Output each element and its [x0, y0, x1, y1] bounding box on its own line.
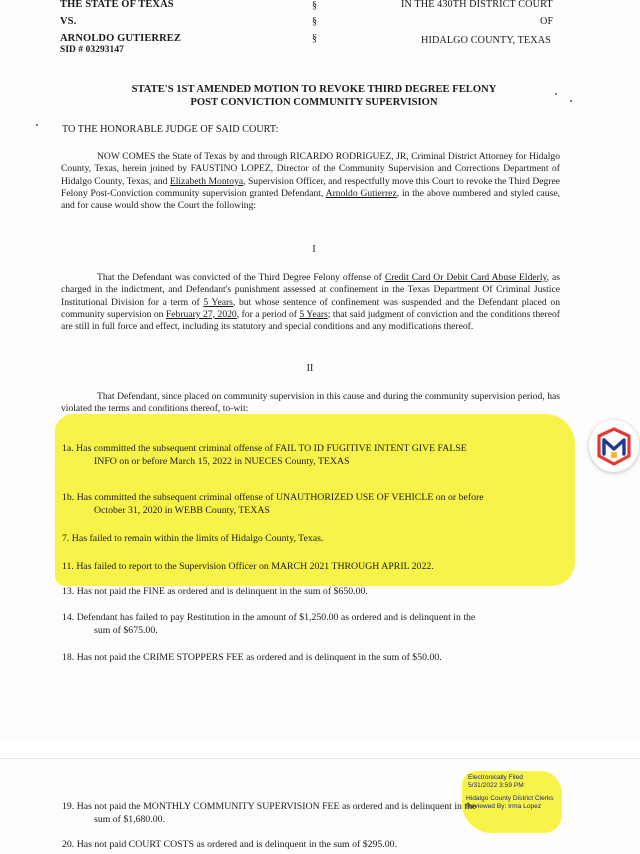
motion-title-line2: POST CONVICTION COMMUNITY SUPERVISION [190, 97, 438, 108]
page-gap [0, 740, 640, 758]
violation-7: 7. Has failed to remain within the limits of Hidalgo County, Texas. [62, 533, 324, 544]
section-symbol: § [312, 0, 317, 11]
violation-14: 14. Defendant has failed to pay Restitution in the amount of $1,250.00 as ordered and is delinquent in the sum of $675.00. [62, 612, 476, 636]
violation-1a: 1a. Has committed the subsequent criminal offense of FAIL TO ID FUGITIVE INTENT GIVE FALSE INFO on or before March 15, 2022 in NUECES County, TEXAS [62, 443, 467, 467]
motion-title-line1: STATE'S 1ST AMENDED MOTION TO REVOKE THIRD DEGREE FELONY [131, 84, 497, 95]
logo-badge-icon [589, 420, 639, 472]
officer-name: Elizabeth Montoya [169, 175, 244, 187]
caption-defendant: ARNOLDO GUTIERREZ [60, 33, 182, 44]
e-filed-stamp: Electronically Filed 5/31/2022 3:59 PM [468, 774, 524, 789]
caption-vs: VS. [60, 16, 77, 27]
caption-county: HIDALGO COUNTY, TEXAS [421, 35, 551, 46]
caption-court: IN THE 430TH DISTRICT COURT [401, 0, 553, 10]
intro-paragraph: NOW COMES the State of Texas by and through RICARDO RODRIGUEZ, JR, Criminal District Attorney for Hidalgo County, Texas, herein joined by FAUSTINO LOPEZ, Director of the Community Supervision and Corrections Department of Hidalgo County, Texas, and Elizabeth Montoya, Supervision Officer, and respectfully move this Court to revoke the Third Degree Felony Post-Conviction community supervision granted Defendant, Arnoldo Gutierrez, in the above numbered and styled cause, and for cause would show the Court the following: [61, 151, 561, 212]
clerk-stamp: Hidalgo County District Clerks Reviewed By: Irma Lopez [466, 795, 554, 810]
violation-1b: 1b. Has committed the subsequent criminal offense of UNAUTHORIZED USE OF VEHICLE on or before October 31, 2020 in WEBB County, TEXAS [62, 492, 484, 516]
defendant-name: Arnoldo Gutierrez [325, 187, 397, 199]
section-symbol: § [312, 16, 317, 27]
caption-of: OF [540, 16, 554, 27]
violation-20: 20. Has not paid COURT COSTS as ordered and is delinquent in the sum of $295.00. [62, 839, 398, 850]
section-numeral-2: II [306, 363, 314, 374]
caption-sid: SID # 03293147 [60, 45, 124, 55]
violations-intro: That Defendant, since placed on community supervision in this cause and during the community supervision period, has violated the terms and conditions thereof, to-wit: [61, 391, 560, 415]
violation-18: 18. Has not paid the CRIME STOPPERS FEE as ordered and is delinquent in the sum of $50.00. [62, 652, 442, 663]
court-address: TO THE HONORABLE JUDGE OF SAID COURT: [62, 124, 279, 135]
section-numeral-1: I [312, 244, 316, 255]
section-symbol: § [312, 33, 317, 44]
conviction-paragraph: That the Defendant was convicted of the Third Degree Felony offense of Credit Card Or Debit Card Abuse Elderly, as charged in the indictment, and Defendant's punishment assessed at confinement in the Texas Department Of Criminal Justice Institutional Division for a term of 5 Years, but whose sentence of confinement was suspended and the Defendant placed on community supervision on February 27, 2020, for a period of 5 Years; that said judgment of conviction and the conditions thereof are still in full force and effect, including its statutory and special conditions and any modifications thereof. [61, 272, 560, 333]
violation-11: 11. Has failed to report to the Supervision Officer on MARCH 2021 THROUGH APRIL 2022. [62, 561, 434, 572]
violation-19: 19. Has not paid the MONTHLY COMMUNITY SUPERVISION FEE as ordered and is delinquent in the sum of $1,680.00. [62, 801, 477, 825]
violation-13: 13. Has not paid the FINE as ordered and is delinquent in the sum of $650.00. [62, 586, 368, 597]
caption-state: THE STATE OF TEXAS [60, 0, 174, 10]
document-page-2 [0, 758, 640, 854]
floating-badge[interactable] [589, 420, 639, 472]
offense-name: Credit Card Or Debit Card Abuse Elderly [384, 272, 547, 283]
